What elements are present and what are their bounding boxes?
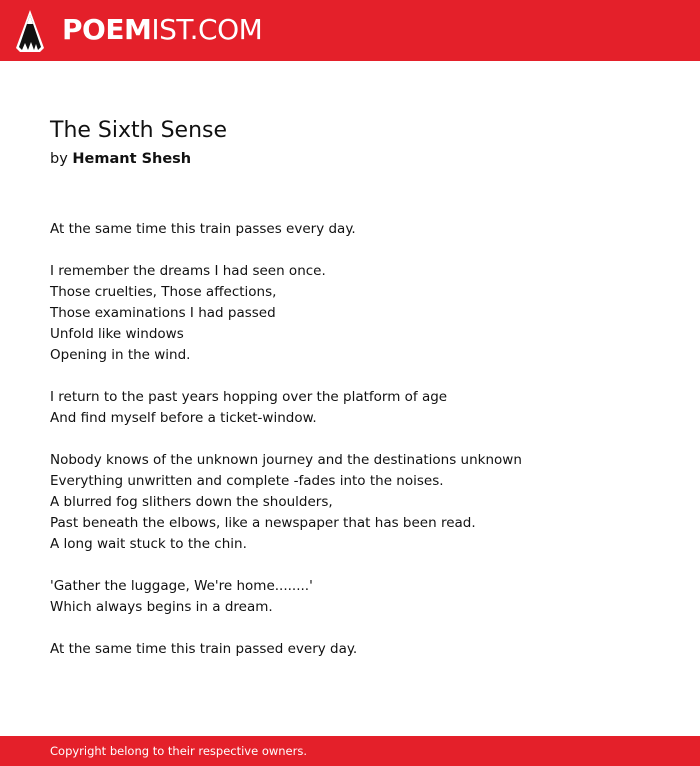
copyright-notice: Copyright belong to their respective owners. <box>50 744 308 758</box>
poem-line: Unfold like windows <box>50 326 184 342</box>
poem-line: 'Gather the luggage, We're home........' <box>50 578 313 594</box>
stanza-gap <box>50 618 670 639</box>
site-footer <box>0 736 700 766</box>
pencil-tip-icon[interactable] <box>16 10 44 52</box>
byline-prefix: by <box>50 151 68 167</box>
poem-body <box>50 219 670 660</box>
poem-line: A long wait stuck to the chin. <box>50 536 247 552</box>
stanza-gap <box>50 366 670 387</box>
poem-byline <box>50 149 191 169</box>
poem-line: Those examinations I had passed <box>50 305 276 321</box>
poem-line: A blurred fog slithers down the shoulders, <box>50 494 333 510</box>
poem-line: Which always begins in a dream. <box>50 599 273 615</box>
poem-line: Opening in the wind. <box>50 347 191 363</box>
poem-line: Past beneath the elbows, like a newspaper that has been read. <box>50 515 476 531</box>
poem-title: The Sixth Sense <box>50 118 228 143</box>
brand-light: IST.COM <box>151 13 263 46</box>
poem-line: Nobody knows of the unknown journey and the destinations unknown <box>50 452 522 468</box>
poem-line: I remember the dreams I had seen once. <box>50 263 326 279</box>
poem-line: Everything unwritten and complete -fades into the noises. <box>50 473 444 489</box>
stanza-gap <box>50 240 670 261</box>
poem-line: And find myself before a ticket-window. <box>50 410 317 426</box>
poem-line: At the same time this train passes every day. <box>50 221 356 237</box>
site-header <box>0 0 700 61</box>
poem-line: I return to the past years hopping over the platform of age <box>50 389 448 405</box>
stanza-gap <box>50 429 670 450</box>
poem-line: At the same time this train passed every day. <box>50 641 358 657</box>
poem-line: Those cruelties, Those affections, <box>50 284 277 300</box>
brand-bold: POEM <box>62 13 152 46</box>
site-logo-text[interactable] <box>62 12 262 48</box>
poem-author: Hemant Shesh <box>72 151 192 167</box>
stanza-gap <box>50 555 670 576</box>
